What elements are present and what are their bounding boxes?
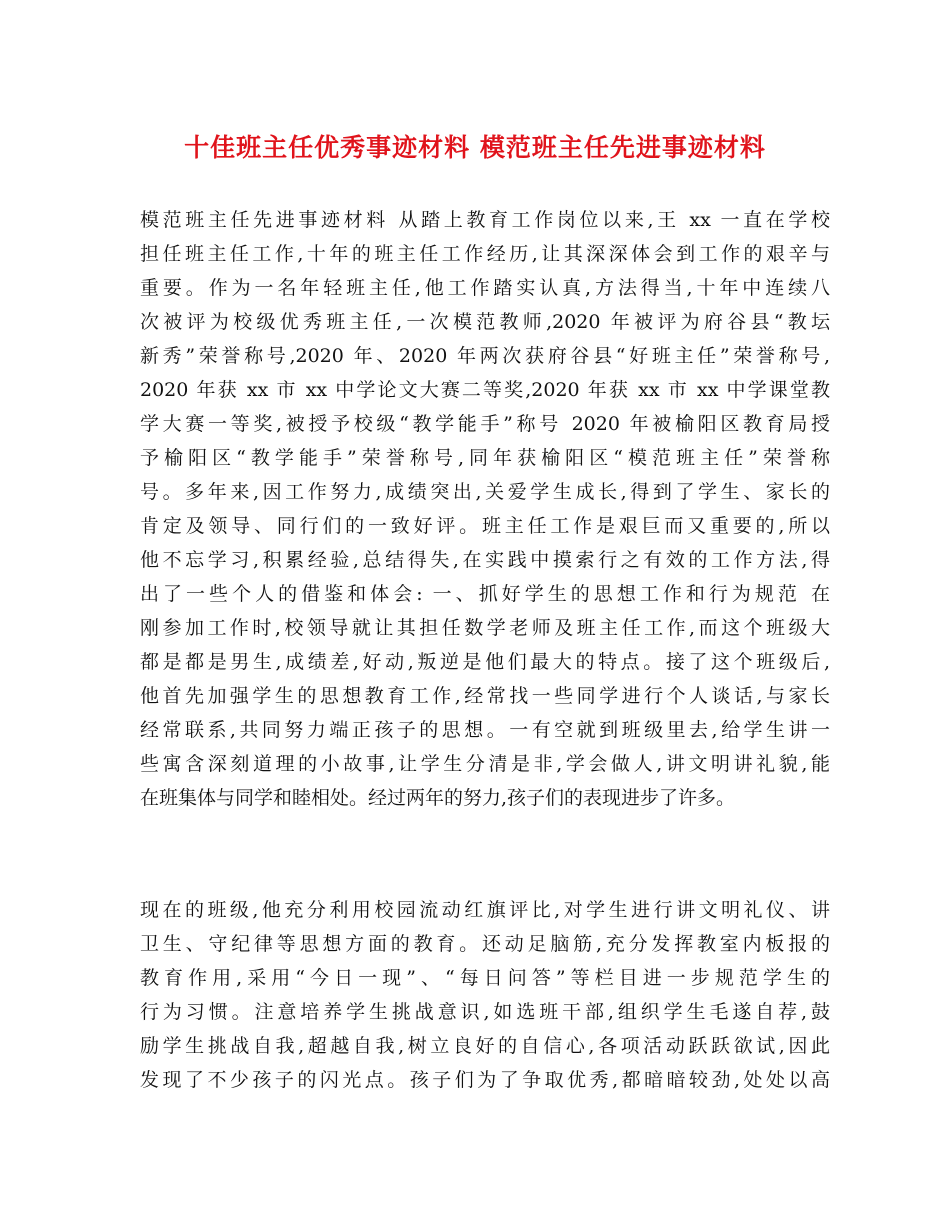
text-line: 都是都是男生,成绩差,好动,叛逆是他们最大的特点。接了这个班级后,	[140, 651, 830, 673]
text-line: 学大赛一等奖,被授予校级“教学能手”称号 2020 年被榆阳区教育局授	[140, 413, 830, 435]
text-line: 担任班主任工作,十年的班主任工作经历,让其深深体会到工作的艰辛与	[140, 243, 830, 265]
text-line: 新秀”荣誉称号,2020 年、2020 年两次获府谷县“好班主任”荣誉称号,	[140, 345, 830, 367]
text-line: 刚参加工作时,校领导就让其担任数学老师及班主任工作,而这个班级大	[140, 617, 830, 639]
text-line: 重要。作为一名年轻班主任,他工作踏实认真,方法得当,十年中连续八	[140, 277, 830, 299]
text-line: 卫生、守纪律等思想方面的教育。还动足脑筋,充分发挥教室内板报的	[140, 933, 830, 955]
text-line: 他首先加强学生的思想教育工作,经常找一些同学进行个人谈话,与家长	[140, 685, 830, 707]
text-line: 2020 年获 xx 市 xx 中学论文大赛二等奖,2020 年获 xx 市 xx 中学课堂教	[140, 379, 830, 401]
text-line: 经常联系,共同努力端正孩子的思想。一有空就到班级里去,给学生讲一	[140, 719, 830, 741]
text-line: 教育作用,采用“今日一现”、“每日问答”等栏目进一步规范学生的	[140, 967, 830, 989]
document-title: 十佳班主任优秀事迹材料 模范班主任先进事迹材料	[184, 133, 766, 162]
text-line: 出了一些个人的借鉴和体会: 一、抓好学生的思想工作和行为规范 在	[140, 583, 830, 605]
text-line: 励学生挑战自我,超越自我,树立良好的自信心,各项活动跃跃欲试,因此	[140, 1035, 830, 1057]
text-line: 予榆阳区“教学能手”荣誉称号,同年获榆阳区“模范班主任”荣誉称	[140, 447, 830, 469]
paragraph-2	[140, 893, 830, 1097]
text-line: 模范班主任先进事迹材料 从踏上教育工作岗位以来,王 xx 一直在学校	[140, 209, 830, 231]
text-line: 他不忘学习,积累经验,总结得失,在实践中摸索行之有效的工作方法,得	[140, 549, 830, 571]
text-line: 次被评为校级优秀班主任,一次模范教师,2020 年被评为府谷县“教坛	[140, 311, 830, 333]
text-line: 些寓含深刻道理的小故事,让学生分清是非,学会做人,讲文明讲礼貌,能	[140, 753, 830, 775]
text-line: 肯定及领导、同行们的一致好评。班主任工作是艰巨而又重要的,所以	[140, 515, 830, 537]
paragraph-1	[140, 203, 830, 815]
text-line: 行为习惯。注意培养学生挑战意识,如选班干部,组织学生毛遂自荐,鼓	[140, 1001, 830, 1023]
text-line: 发现了不少孩子的闪光点。孩子们为了争取优秀,都暗暗较劲,处处以高	[140, 1069, 830, 1091]
text-line: 号。多年来,因工作努力,成绩突出,关爱学生成长,得到了学生、家长的	[140, 481, 830, 503]
text-line: 现在的班级,他充分利用校园流动红旗评比,对学生进行讲文明礼仪、讲	[140, 899, 830, 921]
text-line: 在班集体与同学和睦相处。经过两年的努力,孩子们的表现进步了许多。	[140, 787, 736, 809]
